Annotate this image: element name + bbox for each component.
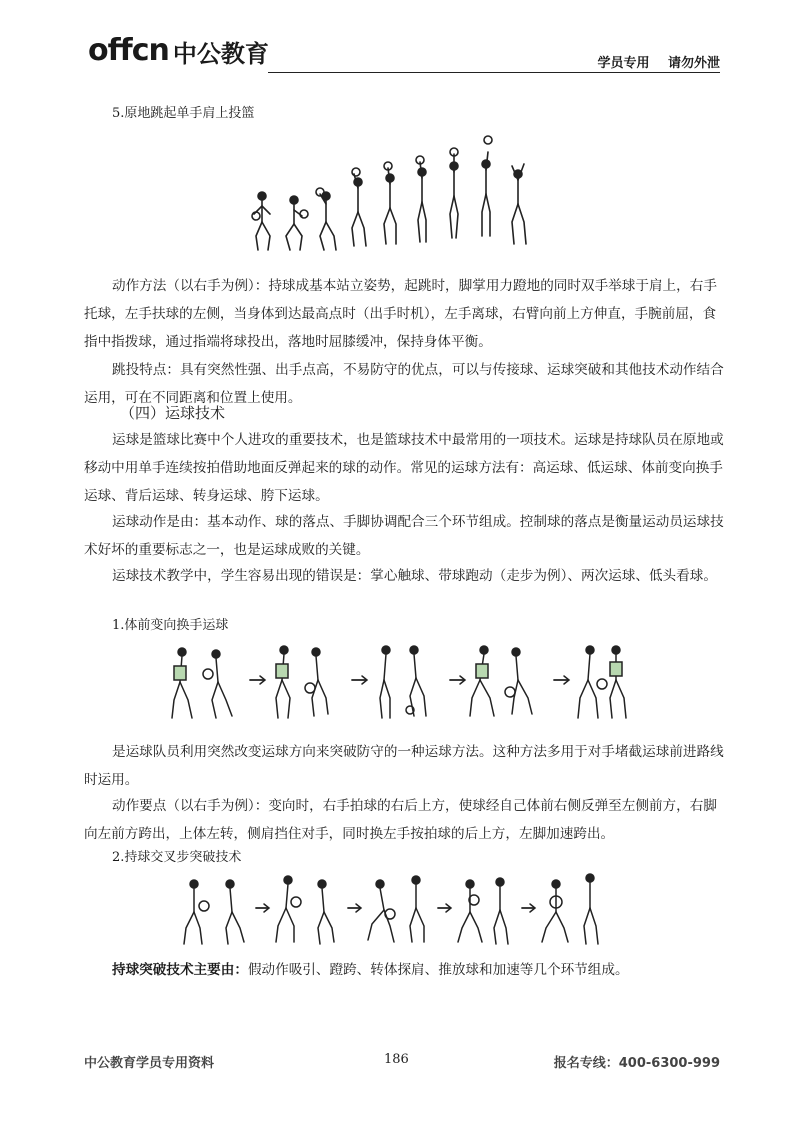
- logo-cn: 中公教育: [172, 40, 269, 68]
- offcn-logo: [88, 33, 269, 68]
- header-tags: [597, 52, 720, 71]
- tag-student-only: 学员专用: [597, 56, 650, 71]
- crossover-dribble-illustration: [162, 640, 642, 726]
- paragraph-crossover-intro: 是运球队员利用突然改变运球方向来突破防守的一种运球方法。这种方法多用于对手堵截运球前进路线时运用。: [84, 744, 724, 788]
- crossover-step-illustration: [176, 872, 636, 950]
- page-number: 186: [384, 1052, 409, 1067]
- paragraph-breakthrough-components: [84, 956, 724, 984]
- paragraph-jump-shot-method: 动作方法（以右手为例）：持球成基本站立姿势，起跳时，脚掌用力蹬地的同时双手举球于肩上，右手托球，左手扶球的左侧，当身体到达最高点时（出手时机），左手离球，右臂向前上方伸直，手腕前屈，食指中指拨球，通过指端将球投出，落地时屈膝缓冲，保持身体平衡。: [84, 278, 717, 350]
- paragraph-dribbling-errors: 运球技术教学中，学生容易出现的错误是：掌心触球、带球跑动（走步为例）、两次运球、低头看球。: [112, 568, 717, 584]
- page-header: [88, 30, 720, 82]
- section-title-jump-shot: 5.原地跳起单手肩上投篮: [112, 106, 255, 121]
- paragraph-crossover-key-points: 动作要点（以右手为例）：变向时，右手拍球的右后上方，使球经自己体前右侧反弹至左侧前方，右脚向左前方跨出，上体左转，侧肩挡住对手，同时换左手按拍球的后上方，左脚加速跨出。: [84, 798, 717, 842]
- breakthrough-rest: 假动作吸引、蹬跨、转体探肩、推放球和加速等几个环节组成。: [247, 962, 629, 978]
- heading-dribbling: （四）运球技术: [120, 404, 226, 422]
- jump-shot-illustration: [240, 132, 570, 262]
- subsection-title-crossover-step: 2.持球交叉步突破技术: [112, 850, 242, 865]
- paragraph-dribbling-intro: 运球是篮球比赛中个人进攻的重要技术，也是篮球技术中最常用的一项技术。运球是持球队员在原地或移动中用单手连续按拍借助地面反弹起来的球的动作。常见的运球方法有：高运球、低运球、体前变向换手运球、背后运球、转身运球、胯下运球。: [84, 432, 724, 504]
- jump-shot-figures: [240, 132, 570, 262]
- crossover-figures: [162, 640, 642, 726]
- header-rule: [268, 72, 720, 73]
- paragraph-dribbling-components: 运球动作是由：基本动作、球的落点、手脚协调配合三个环节组成。控制球的落点是衡量运动员运球技术好坏的重要标志之一，也是运球成败的关键。: [84, 514, 724, 558]
- footer-material-label: 中公教育学员专用资料: [84, 1056, 215, 1071]
- tag-no-leak: 请勿外泄: [667, 56, 720, 71]
- paragraph-jump-shot-features: 跳投特点：具有突然性强、出手点高，不易防守的优点，可以与传接球、运球突破和其他技术动作结合运用，可在不同距离和位置上使用。: [84, 362, 724, 406]
- logo-en: offcn: [88, 33, 169, 68]
- breakthrough-lead: 持球突破技术主要由：: [112, 962, 248, 978]
- crossover-step-figures: [176, 872, 636, 950]
- page-footer: [84, 1052, 720, 1072]
- footer-hotline: 报名专线：400-6300-999: [553, 1056, 720, 1071]
- subsection-title-crossover: 1.体前变向换手运球: [112, 618, 229, 633]
